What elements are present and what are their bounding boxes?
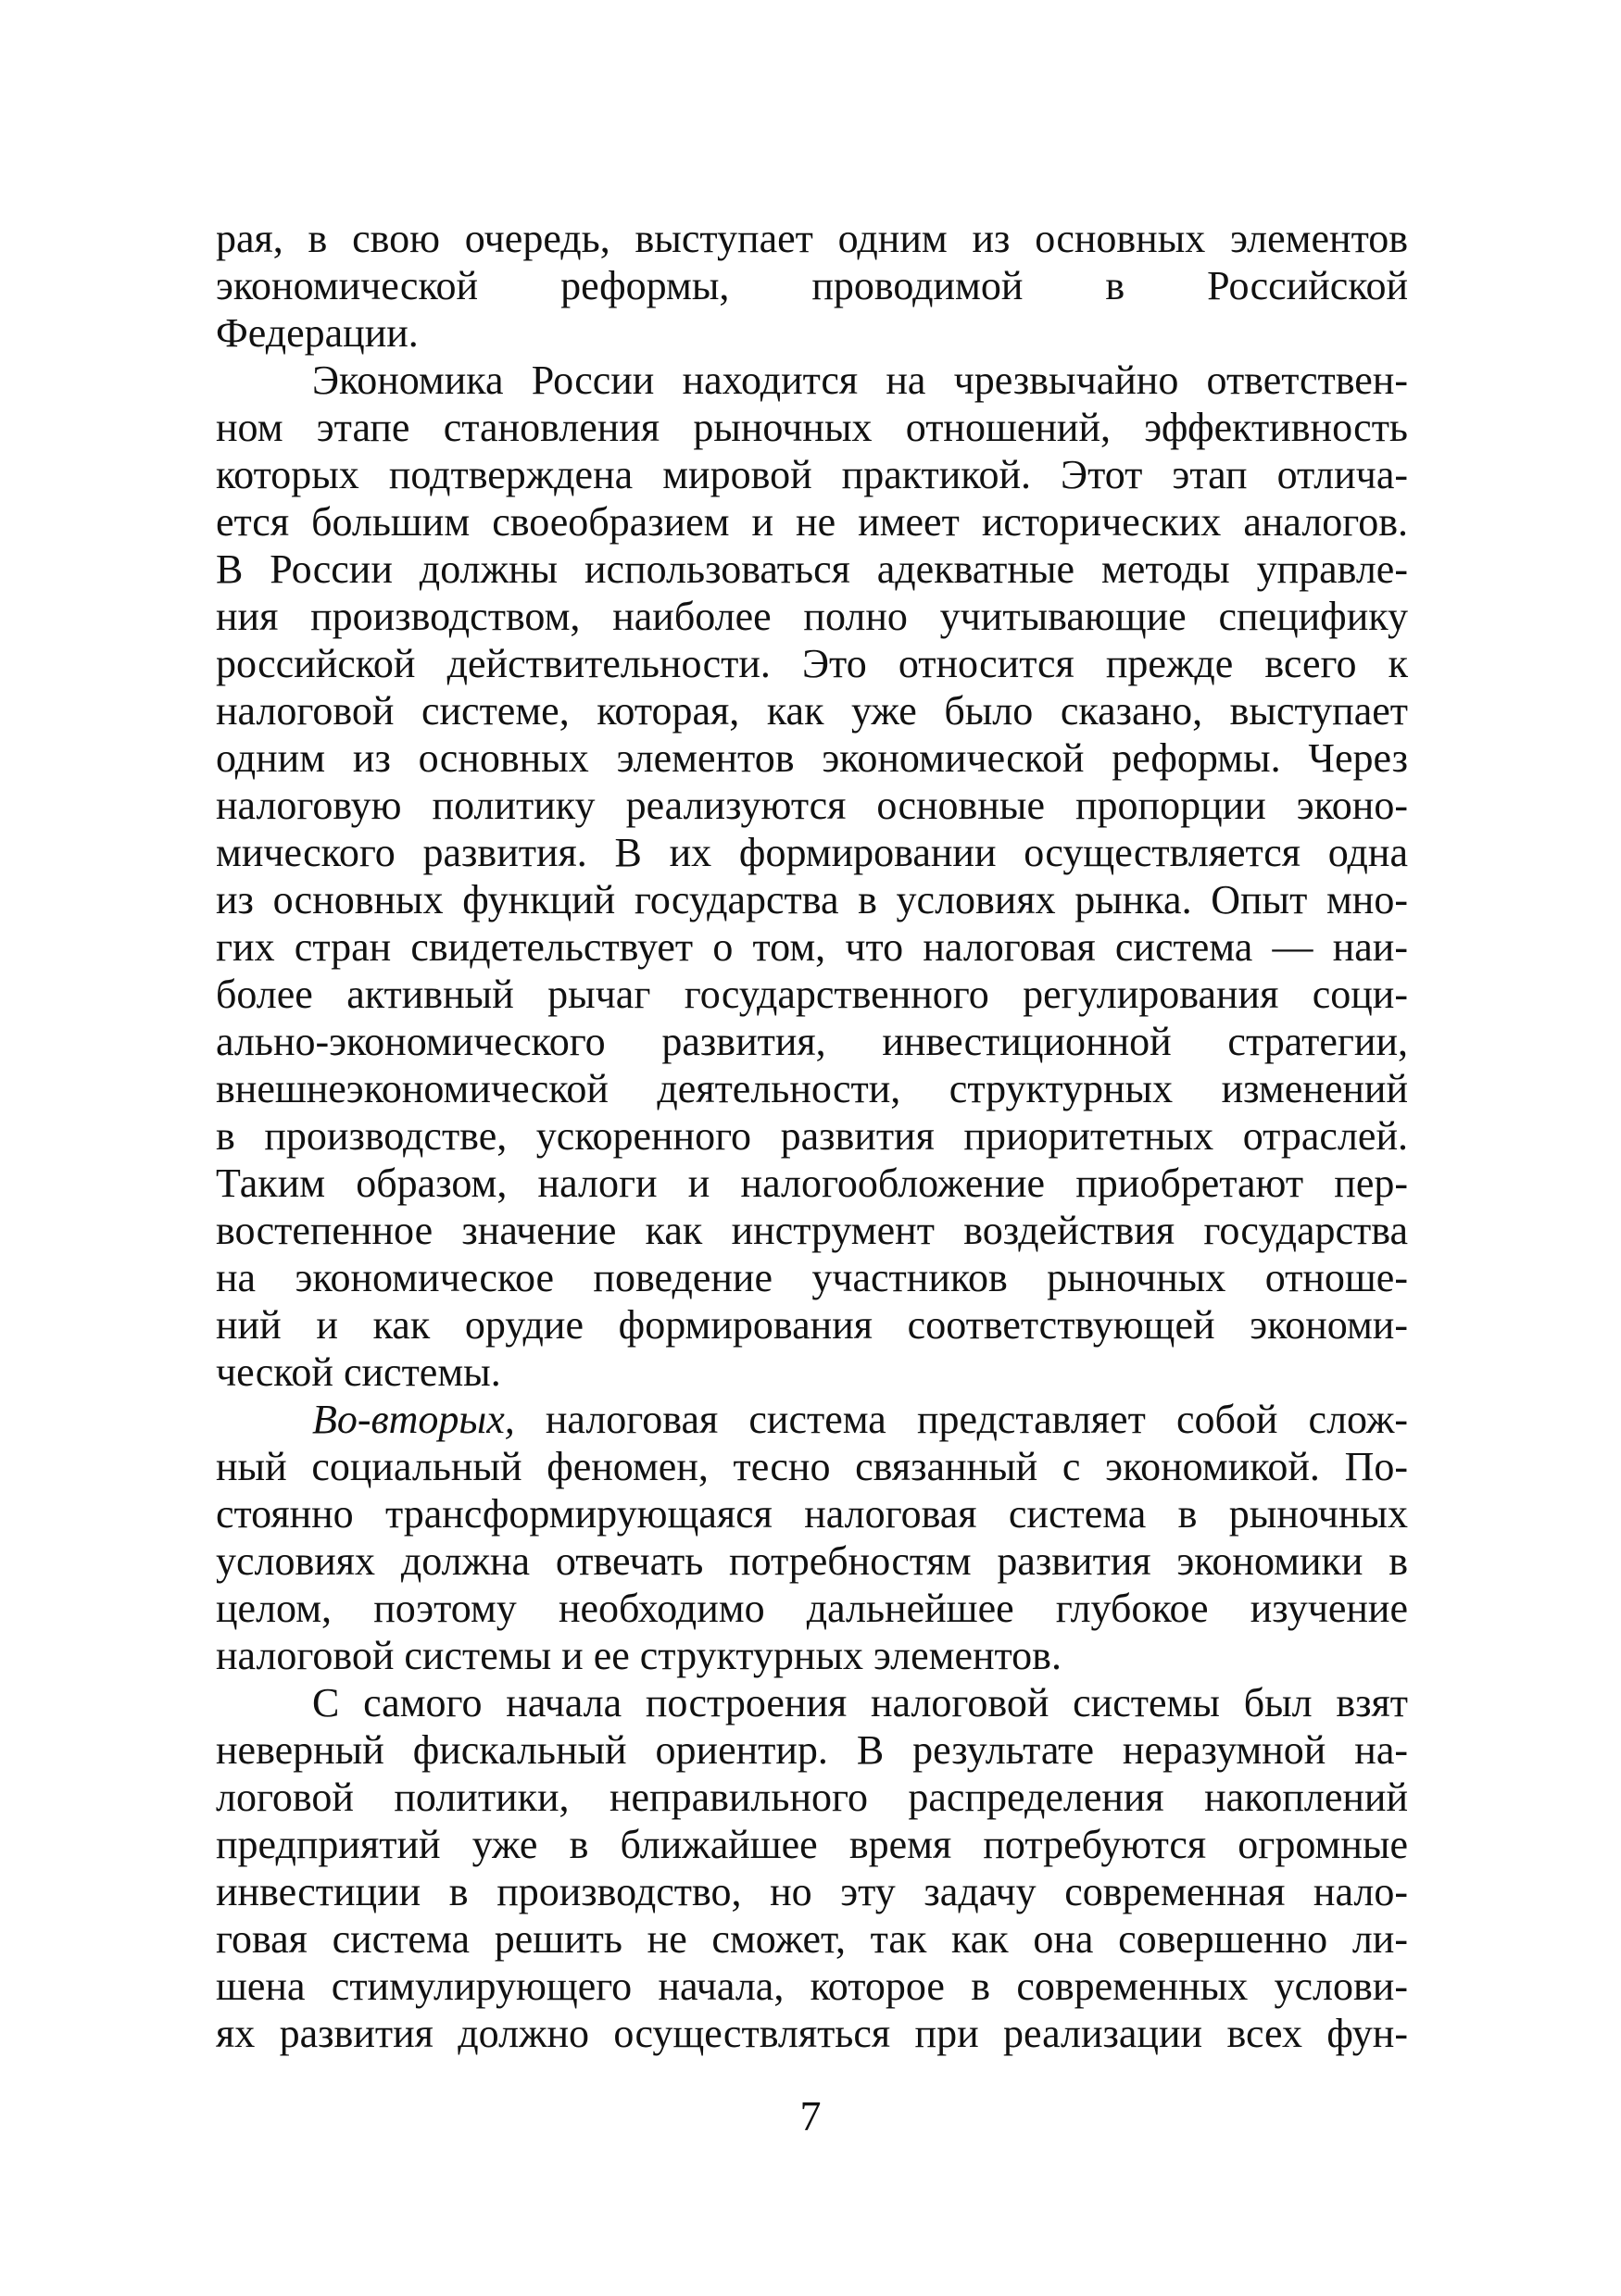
text-line: гих стран свидетельствует о том, что налоговая система — наи-	[216, 924, 1408, 970]
text-line: В России должны использоваться адекватные методы управле-	[216, 546, 1408, 592]
body-text	[216, 215, 1408, 2057]
text-line: востепенное значение как инструмент воздействия государства	[216, 1208, 1408, 1253]
text-line: ческой системы.	[216, 1349, 501, 1395]
text-line: мического развития. В их формировании осуществляется одна	[216, 830, 1408, 875]
text-line: предприятий уже в ближайшее время потребуются огромные	[216, 1822, 1408, 1867]
text-line: налоговую политику реализуются основные пропорции эконо-	[216, 783, 1408, 828]
paragraph-3	[216, 1396, 1408, 1679]
italic-lead: Во-вторых,	[312, 1397, 515, 1442]
text-line: инвестиции в производство, но эту задачу современная нало-	[216, 1869, 1408, 1914]
text-line: ний и как орудие формирования соответствующей экономи-	[216, 1302, 1408, 1348]
text-line: рая, в свою очередь, выступает одним из основных элементов	[216, 216, 1408, 261]
text-line: ально-экономического развития, инвестиционной стратегии,	[216, 1019, 1408, 1064]
paragraph-4	[216, 1679, 1408, 2057]
page-number: 7	[799, 2092, 822, 2139]
text-line: ный социальный феномен, тесно связанный с экономикой. По-	[216, 1444, 1408, 1489]
paragraph-2	[216, 357, 1408, 1396]
text-line: ном этапе становления рыночных отношений, эффективность	[216, 405, 1408, 450]
text-line: экономической реформы, проводимой в Российской	[216, 263, 1408, 308]
text-line: стоянно трансформирующаяся налоговая система в рыночных	[216, 1491, 1408, 1537]
text-line	[216, 1396, 1408, 1443]
text-line: налоговой системы и ее структурных элементов.	[216, 1633, 1062, 1678]
text-line: одним из основных элементов экономической реформы. Через	[216, 735, 1408, 781]
text-line: налоговой системе, которая, как уже было сказано, выступает	[216, 688, 1408, 734]
paragraph-1	[216, 215, 1408, 357]
text-line: на экономическое поведение участников рыночных отноше-	[216, 1255, 1408, 1300]
text-line: российской действительности. Это относится прежде всего к	[216, 641, 1408, 686]
text-line: Федерации.	[216, 310, 419, 356]
text-line: из основных функций государства в условиях рынка. Опыт мно-	[216, 877, 1408, 922]
text-line: говая система решить не сможет, так как она совершенно ли-	[216, 1916, 1408, 1962]
text-line: в производстве, ускоренного развития приоритетных отраслей.	[216, 1113, 1408, 1159]
text-line: которых подтверждена мировой практикой. Этот этап отлича-	[216, 452, 1408, 497]
text-line: Таким образом, налоги и налогообложение приобретают пер-	[216, 1161, 1408, 1206]
text-line: внешнеэкономической деятельности, структурных изменений	[216, 1066, 1408, 1111]
text-line: шена стимулирующего начала, которое в современных услови-	[216, 1964, 1408, 2009]
text-line: условиях должна отвечать потребностям развития экономики в	[216, 1538, 1408, 1584]
text-line: ния производством, наиболее полно учитывающие специфику	[216, 594, 1408, 639]
text-line: неверный фискальный ориентир. В результате неразумной на-	[216, 1727, 1408, 1773]
text-line: логовой политики, неправильного распределения накоплений	[216, 1775, 1408, 1820]
text-line: целом, поэтому необходимо дальнейшее глубокое изучение	[216, 1586, 1408, 1631]
text-line: С самого начала построения налоговой системы был взят	[312, 1680, 1408, 1725]
text-run: налоговая система представляет собой слож-	[514, 1397, 1408, 1442]
text-line: Экономика России находится на чрезвычайно ответствен-	[312, 358, 1408, 403]
text-line: более активный рычаг государственного регулирования соци-	[216, 972, 1408, 1017]
text-line: ется большим своеобразием и не имеет исторических аналогов.	[216, 499, 1408, 545]
text-line: ях развития должно осуществляться при реализации всех фун-	[216, 2011, 1408, 2056]
